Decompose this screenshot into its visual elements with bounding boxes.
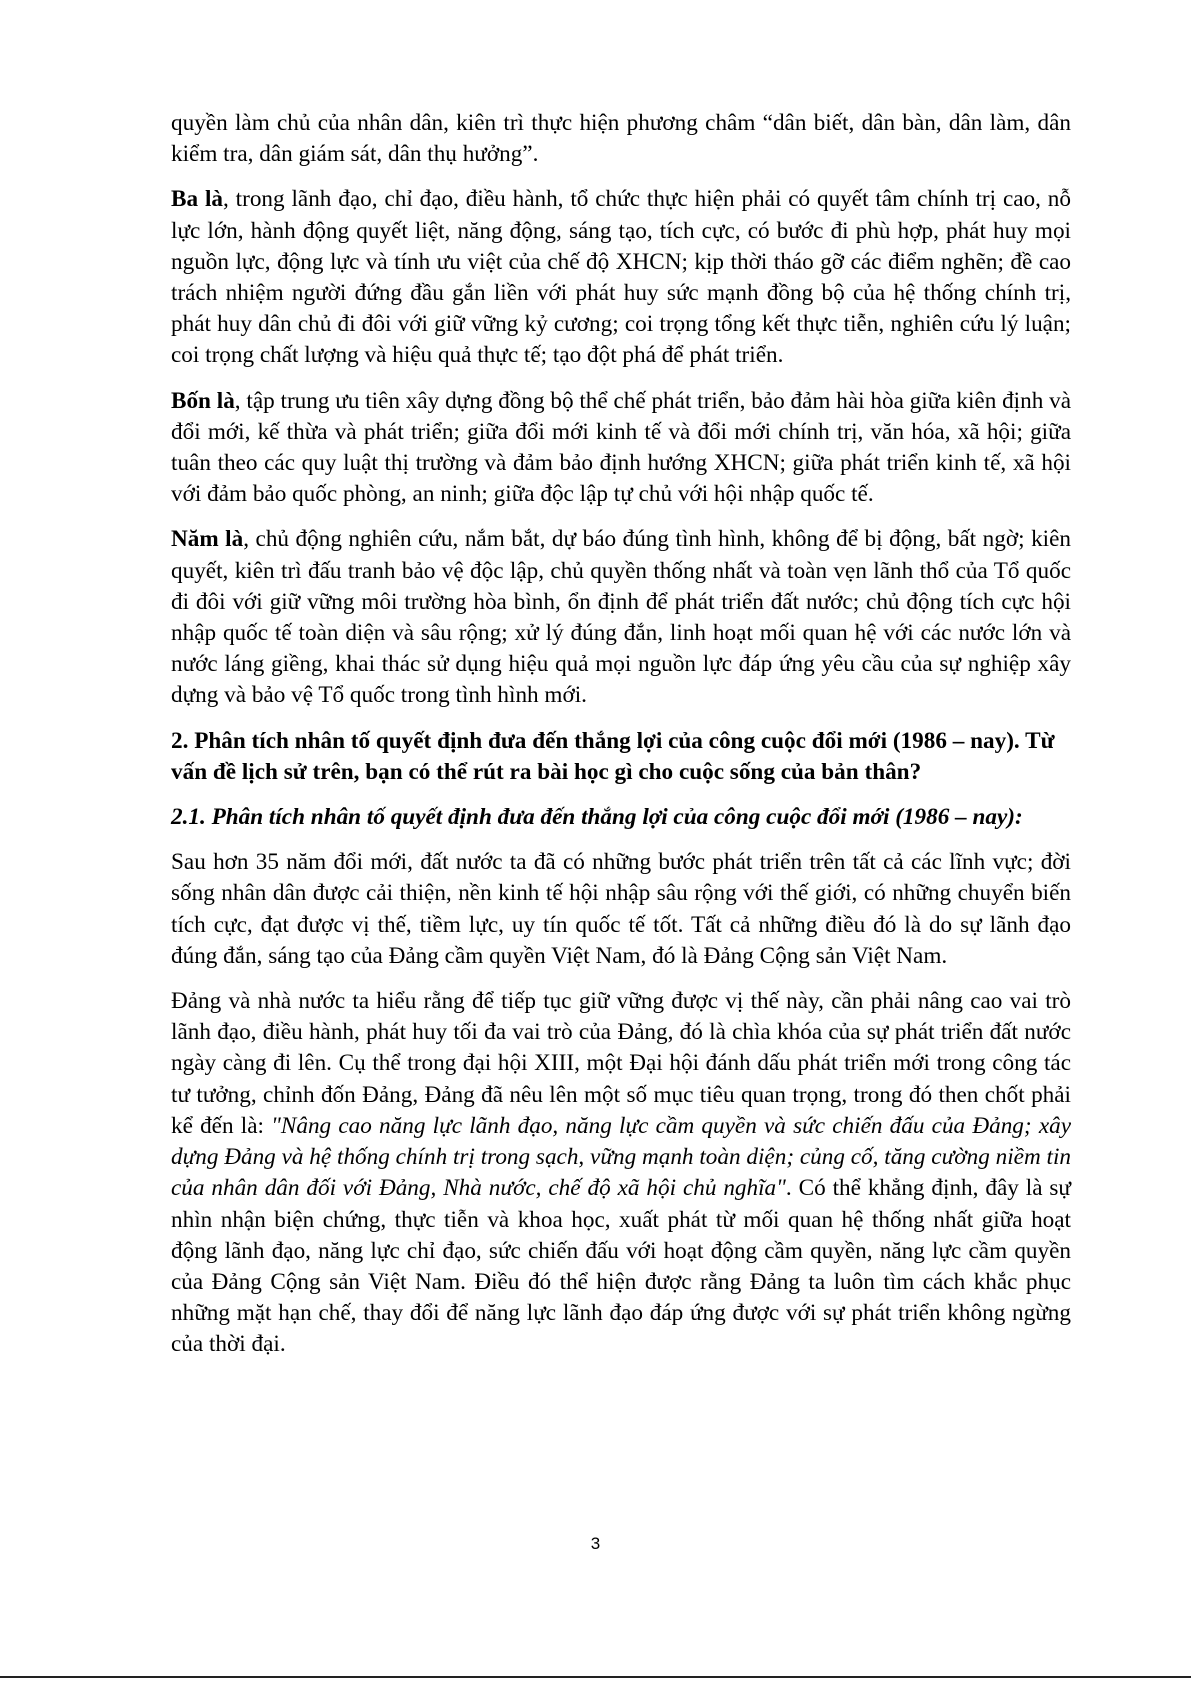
paragraph-text-after-quote: . Có thể khẳng định, đây là sự nhìn nhận biện chứng, thực tiễn và khoa học, xuất phát từ mối quan hệ thống nhất giữa hoạt động lãnh đạo, năng lực chỉ đạo, sức chiến đấu với hoạt động cầm quyền, năng lực cầm quyền của Đảng Cộng sản Việt Nam. Điều đó thể hiện được rằng Đảng ta luôn tìm cách khắc phục những mặt hạn chế, thay đổi để năng lực lãnh đạo đáp ứng được với sự phát triển không ngừng của thời đại.: [171, 1175, 1072, 1358]
bottom-rule: [0, 1676, 1191, 1678]
page-number: 3: [590, 1534, 601, 1553]
paragraph-doi-moi-results: [171, 847, 1071, 972]
paragraph-text-before-quote: Đảng và nhà nước ta hiểu rằng để tiếp tục giữ vững được vị thế này, cần phải nâng cao vai trò lãnh đạo, điều hành, phát huy tối đa vai trò của Đảng, đó là chìa khóa của sự phát triển đất nước ngày càng đi lên. Cụ thể trong đại hội XIII, một Đại hội đánh dấu phát triển mới trong công tác tư tưởng, chỉnh đốn Đảng, Đảng đã nêu lên một số mục tiêu quan trọng, trong đó then chốt phải kể đến là:: [171, 988, 1071, 1139]
paragraph-nam-la: [171, 524, 1071, 711]
paragraph-dai-hoi-xiii: [171, 986, 1071, 1360]
paragraph-lead: Năm là: [171, 526, 244, 553]
document-body: [171, 108, 1071, 1375]
paragraph-ba-la: [171, 184, 1071, 371]
paragraph-bon-la: [171, 386, 1071, 511]
quotation: "Nâng cao năng lực lãnh đạo, năng lực cầm quyền và sức chiến đấu của Đảng; xây dựng Đảng và hệ thống chính trị trong sạch, vững mạnh toàn diện; củng cố, tăng cường niềm tin của nhân dân đối với Đảng, Nhà nước, chế độ xã hội chủ nghĩa": [171, 1112, 1071, 1202]
paragraph-text: , trong lãnh đạo, chỉ đạo, điều hành, tổ chức thực hiện phải có quyết tâm chính trị cao, nỗ lực lớn, hành động quyết liệt, năng động, sáng tạo, tích cực, có bước đi phù hợp, phát huy mọi nguồn lực, động lực và tính ưu việt của chế độ XHCN; kịp thời tháo gỡ các điểm nghẽn; đề cao trách nhiệm người đứng đầu gắn liền với phát huy sức mạnh đồng bộ của hệ thống chính trị, phát huy dân chủ đi đôi với giữ vững kỷ cương; coi trọng tổng kết thực tiễn, nghiên cứu lý luận; coi trọng chất lượng và hiệu quả thực tế; tạo đột phá để phát triển.: [171, 186, 1071, 369]
paragraph-text: quyền làm chủ của nhân dân, kiên trì thực hiện phương châm “dân biết, dân bàn, dân làm, dân kiểm tra, dân giám sát, dân thụ hưởng”.: [171, 110, 1071, 168]
paragraph-continuation: [171, 108, 1071, 170]
paragraph-lead: Bốn là: [171, 387, 235, 414]
paragraph-lead: Ba là: [171, 186, 223, 213]
paragraph-text: , chủ động nghiên cứu, nắm bắt, dự báo đúng tình hình, không để bị động, bất ngờ; kiên quyết, kiên trì đấu tranh bảo vệ độc lập, chủ quyền thống nhất và toàn vẹn lãnh thổ của Tổ quốc đi đôi với giữ vững môi trường hòa bình, ổn định để phát triển đất nước; chủ động tích cực hội nhập quốc tế toàn diện và sâu rộng; xử lý đúng đắn, linh hoạt mối quan hệ với các nước lớn và nước láng giềng, khai thác sử dụng hiệu quả mọi nguồn lực đáp ứng yêu cầu của sự nghiệp xây dựng và bảo vệ Tổ quốc trong tình hình mới.: [171, 526, 1071, 709]
section-heading: 2. Phân tích nhân tố quyết định đưa đến thắng lợi của công cuộc đổi mới (1986 – nay). Từ vấn đề lịch sử trên, bạn có thể rút ra bài học gì cho cuộc sống của bản thân?: [171, 727, 1055, 785]
subsection-heading: 2.1. Phân tích nhân tố quyết định đưa đến thắng lợi của công cuộc đổi mới (1986 – nay):: [171, 804, 1023, 831]
paragraph-text: , tập trung ưu tiên xây dựng đồng bộ thể chế phát triển, bảo đảm hài hòa giữa kiên định và đổi mới, kế thừa và phát triển; giữa đổi mới kinh tế và đổi mới chính trị, văn hóa, xã hội; giữa tuân theo các quy luật thị trường và đảm bảo định hướng XHCN; giữa phát triển kinh tế, xã hội với đảm bảo quốc phòng, an ninh; giữa độc lập tự chủ với hội nhập quốc tế.: [171, 387, 1071, 508]
paragraph-text: Sau hơn 35 năm đổi mới, đất nước ta đã có những bước phát triển trên tất cả các lĩnh vực; đời sống nhân dân được cải thiện, nền kinh tế hội nhập sâu rộng với thế giới, có những chuyển biến tích cực, đạt được vị thế, tiềm lực, uy tín quốc tế tốt. Tất cả những điều đó là do sự lãnh đạo đúng đắn, sáng tạo của Đảng cầm quyền Việt Nam, đó là Đảng Cộng sản Việt Nam.: [171, 849, 1071, 969]
